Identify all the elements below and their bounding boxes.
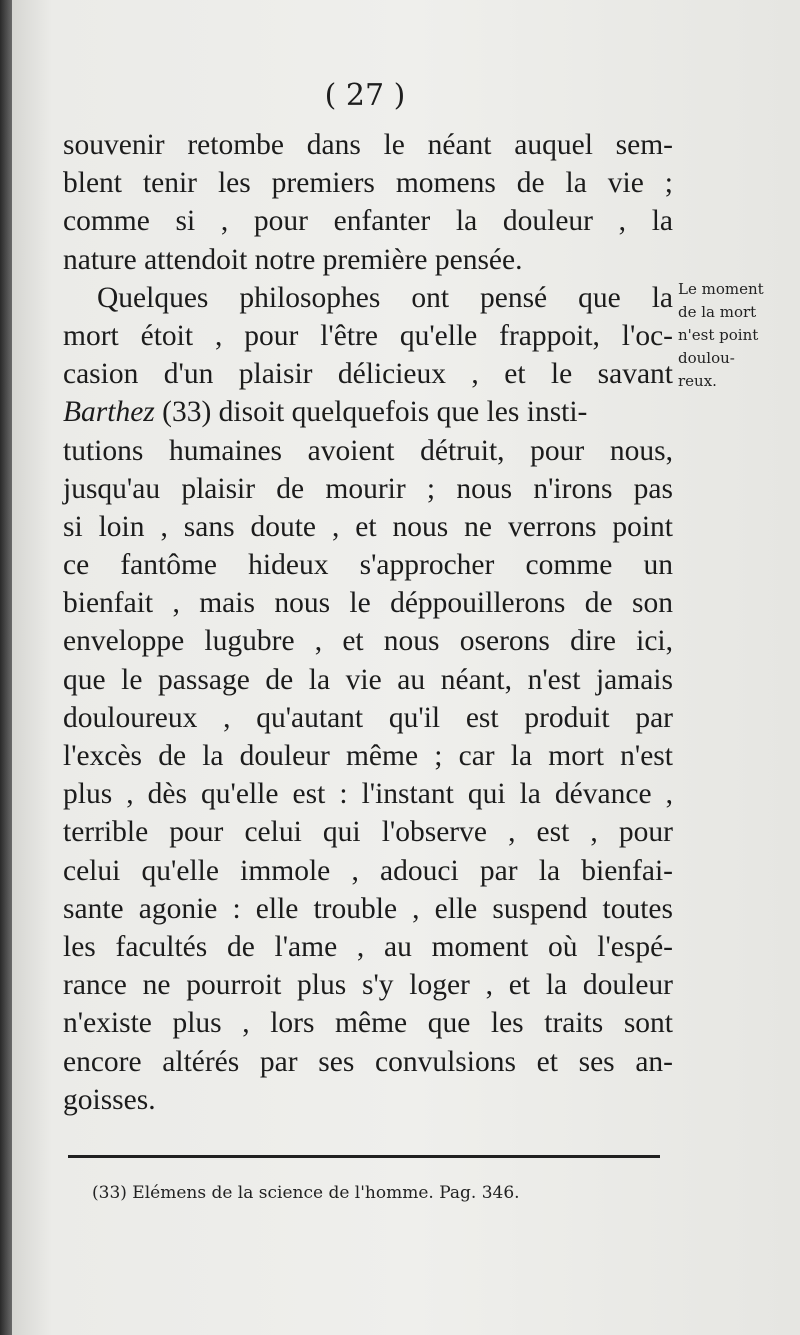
margin-note-line: doulou- (678, 349, 735, 367)
text-line: casion d'un plaisir délicieux , et le savant (63, 358, 673, 391)
text-line: tutions humaines avoient détruit, pour nous, (63, 434, 673, 467)
text-line: si loin , sans doute , et nous ne verrons point (63, 510, 673, 543)
text-line: terrible pour celui qui l'observe , est , pour (63, 816, 673, 849)
page-number: ( 27 ) (324, 78, 406, 113)
text-line: douloureux , qu'autant qu'il est produit par (63, 701, 673, 734)
text-line: souvenir retombe dans le néant auquel sem- (63, 129, 673, 161)
text-line: jusqu'au plaisir de mourir ; nous n'irons pas (63, 472, 673, 505)
body-text (63, 126, 673, 1119)
text-line: blent tenir les premiers momens de la vie ; (63, 167, 673, 200)
text-line: ce fantôme hideux s'approcher comme un (63, 549, 673, 582)
footnote-rule (68, 1155, 660, 1158)
text-line: comme si , pour enfanter la douleur , la (63, 205, 673, 238)
text-line: rance ne pourroit plus s'y loger , et la douleur (63, 969, 673, 1002)
margin-note (678, 278, 790, 393)
text-line: enveloppe lugubre , et nous oserons dire ici, (63, 625, 673, 658)
footnote: (33) Elémens de la science de l'homme. Pag. 346. (92, 1183, 520, 1203)
text-line: n'existe plus , lors même que les traits sont (63, 1007, 673, 1040)
text-line-with-name (63, 393, 673, 431)
text-line: Quelques philosophes ont pensé que la (97, 281, 673, 314)
page-gutter-shadow (0, 0, 12, 1335)
text-line: plus , dès qu'elle est : l'instant qui la dévance , (63, 778, 673, 811)
text-line: mort étoit , pour l'être qu'elle frappoit, l'oc- (63, 319, 673, 352)
margin-note-line: reux. (678, 372, 717, 390)
text-line: encore altérés par ses convulsions et ses an- (63, 1045, 673, 1078)
margin-note-line: Le moment (678, 280, 764, 298)
author-name: Barthez (63, 396, 155, 429)
text-line: que le passage de la vie au néant, n'est jamais (63, 663, 673, 696)
text-line: bienfait , mais nous le déppouillerons de son (63, 587, 673, 620)
margin-note-line: n'est point (678, 326, 759, 344)
text-line: sante agonie : elle trouble , elle suspend toutes (63, 892, 673, 925)
text-line: l'excès de la douleur même ; car la mort n'est (63, 740, 673, 772)
text-line: celui qu'elle immole , adouci par la bienfai- (63, 854, 673, 887)
text-line: nature attendoit notre première pensée. (63, 243, 523, 276)
margin-note-line: de la mort (678, 303, 757, 321)
text-line: goisses. (63, 1083, 156, 1116)
text-line-rest: (33) disoit quelquefois que les insti- (162, 396, 588, 429)
text-line: les facultés de l'ame , au moment où l'espé- (63, 930, 673, 963)
